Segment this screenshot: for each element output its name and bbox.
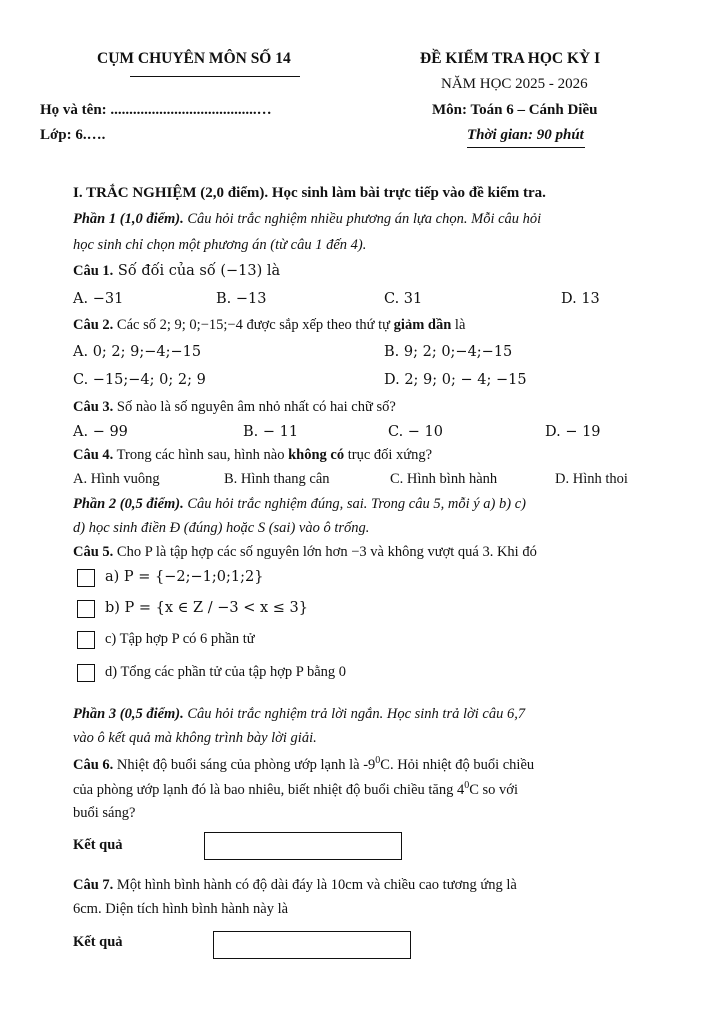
question-2 <box>73 317 465 334</box>
part1-instruction-line2: học sinh chỉ chọn một phương án (từ câu 1 đến 4). <box>73 237 367 253</box>
student-name-field: Họ và tên: .......................................… <box>40 102 272 118</box>
exam-title: ĐỀ KIỂM TRA HỌC KỲ I <box>420 50 601 67</box>
q1-option-c: C. 31 <box>384 291 423 307</box>
q2-option-c: C. −15;−4; 0; 2; 9 <box>73 372 206 388</box>
q4-option-a: A. Hình vuông <box>73 471 160 487</box>
question-2-keyword: giảm dần <box>393 317 452 333</box>
question-6-label: Câu 6. <box>73 756 114 773</box>
q3-option-a: A. − 99 <box>73 424 128 440</box>
q5-checkbox-a[interactable] <box>77 569 95 587</box>
q4-option-c: C. Hình bình hành <box>390 471 498 487</box>
q4-option-d: D. Hình thoi <box>555 471 628 487</box>
question-1-text: Số đối của số (−13) là <box>113 263 281 279</box>
q3-option-d: D. − 19 <box>545 424 601 440</box>
question-7-line2: 6cm. Diện tích hình bình hành này là <box>73 901 289 917</box>
part1-instruction-line1 <box>73 211 541 228</box>
question-1 <box>73 263 280 280</box>
school-year: NĂM HỌC 2025 - 2026 <box>441 76 588 92</box>
question-6-text-c: của phòng ướp lạnh đó là bao nhiêu, biết nhiệt độ buổi chiều tăng 4 <box>73 781 465 798</box>
section1-title: I. TRẮC NGHIỆM (2,0 điểm). Học sinh làm bài trực tiếp vào đề kiểm tra. <box>73 185 546 201</box>
q5-item-b: b) P = {x ∈ Z / −3 < x ≤ 3} <box>105 600 308 616</box>
part1-heading: Phần 1 (1,0 điểm). <box>73 211 184 227</box>
part3-text: Câu hỏi trắc nghiệm trả lời ngắn. Học sinh trả lời câu 6,7 <box>183 706 526 722</box>
q2-option-b: B. 9; 2; 0;−4;−15 <box>384 344 513 360</box>
q5-checkbox-d[interactable] <box>77 664 95 682</box>
question-1-label: Câu 1. <box>73 263 114 279</box>
part3-instruction-line1 <box>73 706 525 723</box>
q7-answer-box[interactable] <box>213 931 411 959</box>
q1-option-a: A. −31 <box>73 291 124 307</box>
q3-option-b: B. − 11 <box>243 424 299 440</box>
question-5-text: Cho P là tập hợp các số nguyên lớn hơn −3 và không vượt quá 3. Khi đó <box>113 544 537 560</box>
part3-instruction-line2: vào ô kết quả mà không trình bày lời giải. <box>73 730 317 746</box>
q7-result-label: Kết quả <box>73 934 123 950</box>
question-7-text: Một hình bình hành có độ dài đáy là 10cm và chiều cao tương ứng là <box>113 877 517 893</box>
question-4-text: Trong các hình sau, hình nào <box>113 447 289 463</box>
q5-item-d: d) Tổng các phần tử của tập hợp P bằng 0 <box>105 664 347 680</box>
question-3-text: Số nào là số nguyên âm nhỏ nhất có hai chữ số? <box>113 399 396 415</box>
q2-option-a: A. 0; 2; 9;−4;−15 <box>73 344 202 360</box>
degree-sup-1: 0 <box>375 755 381 766</box>
question-6-text-b: C. Hỏi nhiệt độ buổi chiều <box>380 756 535 773</box>
cluster-underline <box>130 76 300 77</box>
q5-checkbox-c[interactable] <box>77 631 95 649</box>
question-5 <box>73 544 537 561</box>
question-5-label: Câu 5. <box>73 544 114 560</box>
time-underline <box>467 147 585 148</box>
question-6-line3: buổi sáng? <box>73 805 136 821</box>
q6-answer-box[interactable] <box>204 832 402 860</box>
question-4-label: Câu 4. <box>73 447 114 463</box>
question-3 <box>73 399 396 416</box>
question-2-text-end: là <box>451 317 466 333</box>
q1-option-b: B. −13 <box>216 291 267 307</box>
q3-option-c: C. − 10 <box>388 424 444 440</box>
q1-option-d: D. 13 <box>561 291 600 307</box>
q6-result-label: Kết quả <box>73 837 123 853</box>
q4-option-b: B. Hình thang cân <box>224 471 330 487</box>
question-4 <box>73 447 432 464</box>
part2-heading: Phần 2 (0,5 điểm). <box>73 496 184 512</box>
exam-time: Thời gian: 90 phút <box>467 127 584 143</box>
part3-heading: Phần 3 (0,5 điểm). <box>73 706 184 722</box>
question-3-label: Câu 3. <box>73 399 114 415</box>
question-7-line1 <box>73 877 517 894</box>
class-field: Lớp: 6.…. <box>40 127 106 143</box>
q5-checkbox-b[interactable] <box>77 600 95 618</box>
question-2-text: Các số 2; 9; 0;−15;−4 được sắp xếp theo thứ tự <box>113 317 394 333</box>
question-6-text-a: Nhiệt độ buổi sáng của phòng ướp lạnh là -9 <box>113 756 376 773</box>
question-4-text-end: trục đối xứng? <box>344 447 433 463</box>
question-6-line2 <box>73 780 518 799</box>
part2-instruction-line1 <box>73 496 526 513</box>
part2-instruction-line2: d) học sinh điền Đ (đúng) hoặc S (sai) vào ô trống. <box>73 520 370 536</box>
part1-text: Câu hỏi trắc nghiệm nhiều phương án lựa chọn. Mỗi câu hỏi <box>183 211 542 227</box>
q5-item-a: a) P = {−2;−1;0;1;2} <box>105 569 264 585</box>
q2-option-d: D. 2; 9; 0; − 4; −15 <box>384 372 527 388</box>
question-2-label: Câu 2. <box>73 317 114 333</box>
cluster-name: CỤM CHUYÊN MÔN SỐ 14 <box>97 50 291 67</box>
degree-sup-2: 0 <box>464 780 470 791</box>
part2-text: Câu hỏi trắc nghiệm đúng, sai. Trong câu 5, mỗi ý a) b) c) <box>183 496 526 512</box>
subject: Môn: Toán 6 – Cánh Diều <box>432 102 598 118</box>
question-6-text-d: C so với <box>469 781 518 798</box>
q5-item-c: c) Tập hợp P có 6 phần tử <box>105 631 255 647</box>
question-7-label: Câu 7. <box>73 877 114 893</box>
question-4-keyword: không có <box>288 447 345 463</box>
question-6-line1 <box>73 755 534 774</box>
